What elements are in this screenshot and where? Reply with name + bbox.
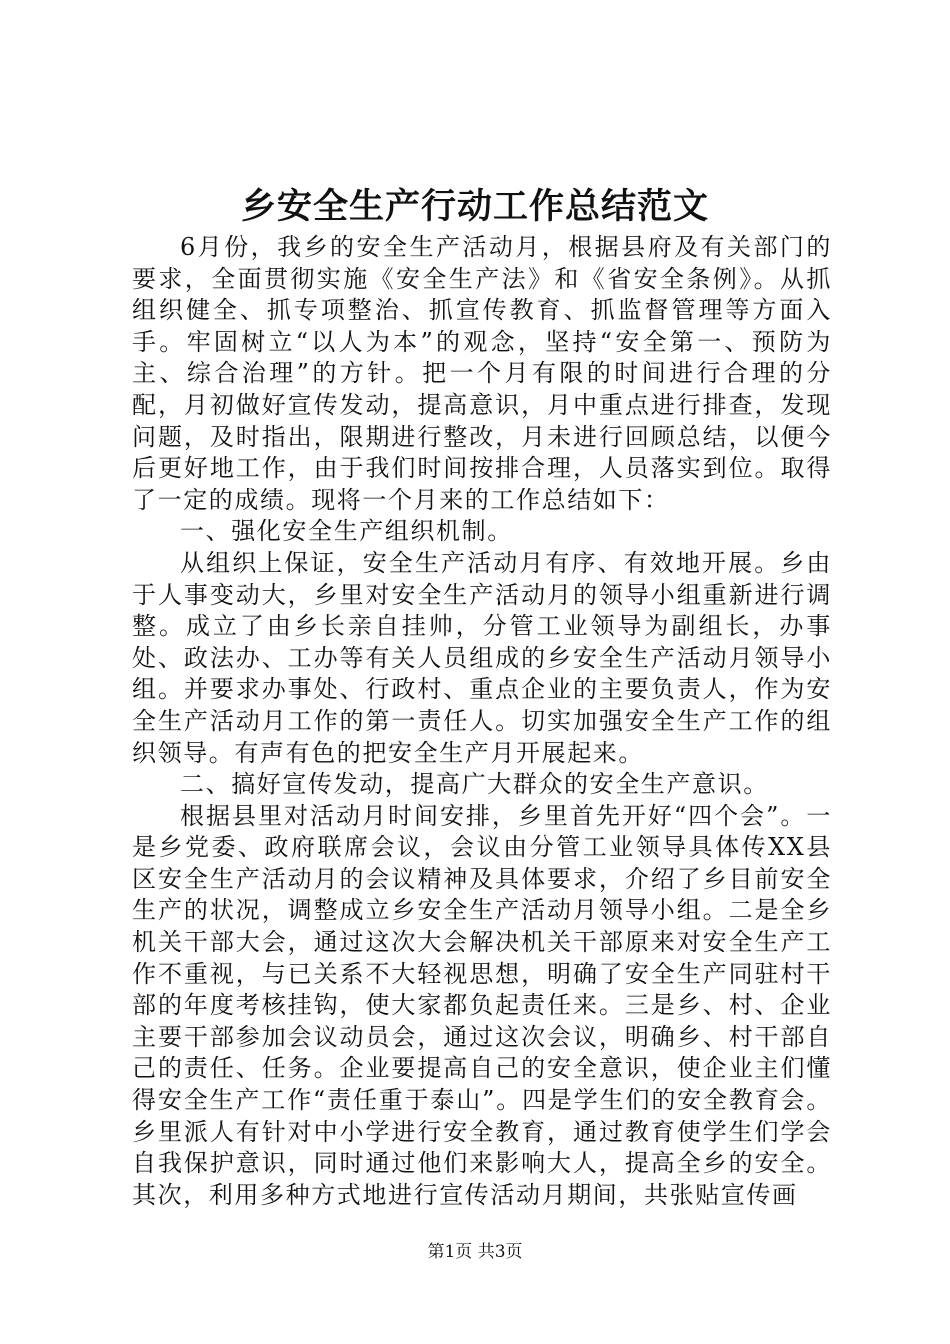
paragraph-section-2: 根据县里对活动月时间安排，乡里首先开好“四个会”。一是乡党委、政府联席会议，会议由分管工业领导具体传XX县区安全生产活动月的会议精神及具体要求，介绍了乡目前安全生产的状况，调整成立乡安全生产活动月领导小组。二是全乡机关干部大会，通过这次大会解决机关干部原来对安全生产工作不重视，与已关系不大轻视思想，明确了安全生产同驻村干部的年度考核挂钩，使大家都负起责任来。三是乡、村、企业主要干部参加会议动员会，通过这次会议，明确乡、村干部自己的责任、任务。企业要提高自己的安全意识，使企业主们懂得安全生产工作“责任重于泰山”。四是学生们的安全教育会。乡里派人有针对中小学进行安全教育，通过教育使学生们学会自我保护意识，同时通过他们来影响大人，提高全乡的安全。其次，利用多种方式地进行宣传活动月期间，共张贴宣传画 bbox=[132, 801, 832, 1209]
paragraph-intro: 6月份，我乡的安全生产活动月，根据县府及有关部门的要求，全面贯彻实施《安全生产法》和《省安全条例》。从抓组织健全、抓专项整治、抓宣传教育、抓监督管理等方面入手。牢固树立“以人为本”的观念，坚持“安全第一、预防为主、综合治理”的方针。把一个月有限的时间进行合理的分配，月初做好宣传发动，提高意识，月中重点进行排查，发现问题，及时指出，限期进行整改，月未进行回顾总结，以便今后更好地工作，由于我们时间按排合理，人员落实到位。取得了一定的成绩。现将一个月来的工作总结如下： bbox=[132, 233, 832, 514]
section-heading-1: 一、强化安全生产组织机制。 bbox=[180, 517, 513, 546]
document-body bbox=[132, 232, 832, 1211]
document-title: 乡安全生产行动工作总结范文 bbox=[240, 187, 709, 227]
paragraph-section-1: 从组织上保证，安全生产活动月有序、有效地开展。乡由于人事变动大，乡里对安全生产活动月的领导小组重新进行调整。成立了由乡长亲自挂帅，分管工业领导为副组长，办事处、政法办、工办等有关人员组成的乡安全生产活动月领导小组。并要求办事处、行政村、重点企业的主要负责人，作为安全生产活动月工作的第一责任人。切实加强安全生产工作的组织领导。有声有色的把安全生产月开展起来。 bbox=[132, 548, 832, 767]
page-number-footer: 第1页 共3页 bbox=[427, 1242, 523, 1262]
section-heading-2: 二、搞好宣传发动，提高广大群众的安全生产意识。 bbox=[180, 770, 769, 799]
